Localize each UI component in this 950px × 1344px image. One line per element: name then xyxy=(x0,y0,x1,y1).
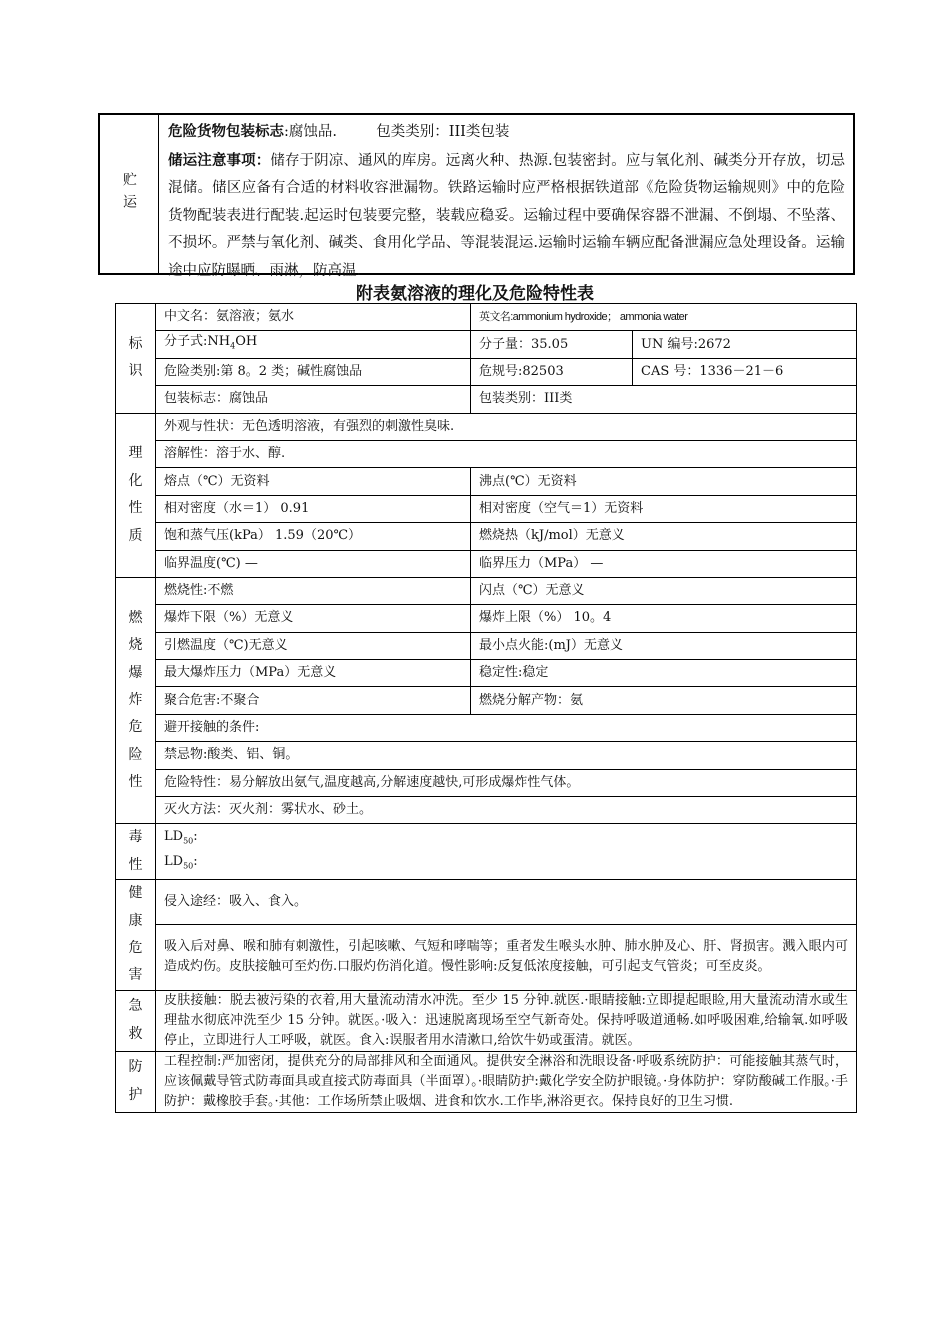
storage-section-label: 贮运 xyxy=(100,115,159,273)
stability-cell: 稳定性:稳定 xyxy=(471,660,857,687)
boiling-point-cell: 沸点(℃）无资料 xyxy=(471,468,857,495)
flash-point-cell: 闪点（℃）无意义 xyxy=(471,577,857,604)
storage-body xyxy=(158,115,853,279)
health-hazard-cell: 吸入后对鼻、喉和肺有刺激性，引起咳嗽、气短和哮喘等；重者发生喉头水肿、肺水肿及心、肝、肾损害。溅入眼内可造成灼伤。皮肤接触可至灼伤.口服灼伤消化道。慢性影响:反复低浓度接触，可引起支气管炎；可至皮炎。 xyxy=(156,924,857,990)
section-protection: 防护 xyxy=(116,1051,156,1112)
table-row xyxy=(116,1051,857,1112)
table-row xyxy=(116,550,857,577)
density-air-cell: 相对密度（空气＝1）无资料 xyxy=(471,495,857,522)
table-row xyxy=(116,632,857,659)
table-row xyxy=(116,714,857,741)
formula-cell: 分子式$:NH_4OH$ xyxy=(156,331,471,358)
section-physchem: 理化性质 xyxy=(116,413,156,577)
package-class-cell: 包装类别：III类 xyxy=(471,386,857,413)
avoid-conditions-cell: 避开接触的条件: xyxy=(156,714,857,741)
storage-notes-label: 储运注意事项： xyxy=(168,151,271,169)
flammability-cell: 燃烧性:不燃 xyxy=(156,577,471,604)
table-row xyxy=(116,304,857,331)
un-number-cell: UN 编号:2672 xyxy=(633,331,857,358)
solubility-cell: 溶解性：溶于水、醇. xyxy=(156,440,857,467)
package-mark-value: :腐蚀品. xyxy=(284,124,337,140)
critical-temp-cell: 临界温度(℃) — xyxy=(156,550,471,577)
firstaid-cell: 皮肤接触：脱去被污染的衣着,用大量流动清水冲洗。至少 15 分钟.就医.·眼睛接触:立即提起眼睑,用大量流动清水或生理盐水彻底冲洗至少 15 分钟。就医。·吸入：迅速脱离现场至空气新奇处。保持呼吸道通畅.如呼吸困难,给输氧.如呼吸停止，立即进行人工呼吸，就医。食入:误服者用水清漱口,给饮牛奶或蛋清。就医。 xyxy=(156,990,857,1051)
min-ignition-energy-cell: 最小点火能:(mJ）无意义 xyxy=(471,632,857,659)
section-health: 健康危害 xyxy=(116,880,156,991)
table-row xyxy=(116,769,857,796)
max-pressure-cell: 最大爆炸压力（MPa）无意义 xyxy=(156,660,471,687)
table-row xyxy=(116,742,857,769)
table-row xyxy=(116,880,857,924)
extinguish-cell: 灭火方法：灭火剂：雾状水、砂土。 xyxy=(156,797,857,824)
hazard-number-cell: 危规号:82503 xyxy=(471,358,633,385)
table-row xyxy=(116,468,857,495)
package-mark-label: 危险货物包装标志 xyxy=(168,123,284,140)
density-water-cell: 相对密度（水＝1） 0.91 xyxy=(156,495,471,522)
table-row xyxy=(116,660,857,687)
ld50-line: $LD_{50}$: xyxy=(164,829,198,846)
table-row xyxy=(116,386,857,413)
route-cell: 侵入途经：吸入、食入。 xyxy=(156,880,857,924)
table-row xyxy=(116,331,857,358)
table-row xyxy=(116,797,857,824)
cas-number-cell: CAS 号：1336－21－6 xyxy=(633,358,857,385)
table-row xyxy=(116,413,857,440)
hazard-characteristics-cell: 危险特性：易分解放出氨气,温度越高,分解速度越快,可形成爆炸性气体。 xyxy=(156,769,857,796)
table-row xyxy=(116,523,857,550)
lower-limit-cell: 爆炸下限（%）无意义 xyxy=(156,605,471,632)
toxicity-cell xyxy=(156,824,857,880)
upper-limit-cell: 爆炸上限（%） 10。4 xyxy=(471,605,857,632)
table-row xyxy=(116,924,857,990)
table-row xyxy=(116,605,857,632)
combustion-heat-cell: 燃烧热（kJ/mol）无意义 xyxy=(471,523,857,550)
section-firstaid: 急救 xyxy=(116,990,156,1051)
storage-notes xyxy=(168,147,845,286)
critical-pressure-cell: 临界压力（MPa） — xyxy=(471,550,857,577)
ignition-temp-cell: 引燃温度（℃)无意义 xyxy=(156,632,471,659)
hazard-class-cell: 危险类别:第 8。2 类；碱性腐蚀品 xyxy=(156,358,471,385)
polymerization-cell: 聚合危害:不聚合 xyxy=(156,687,471,714)
en-name-cell: 英文名:ammonium hydroxide； ammonia water xyxy=(471,304,857,331)
table-row xyxy=(116,990,857,1051)
table-row xyxy=(116,440,857,467)
protection-cell: 工程控制:严加密闭，提供充分的局部排风和全面通风。提供安全淋浴和洗眼设备·呼吸系统防护：可能接触其蒸气时，应该佩戴导管式防毒面具或直接式防毒面具（半面罩）。·眼睛防护:戴化学安全防护眼镜。·身体防护：穿防酸碱工作服。·手防护：戴橡胶手套。·其他：工作场所禁止吸烟、进食和饮水.工作毕,淋浴更衣。保持良好的卫生习惯. xyxy=(156,1051,857,1112)
appearance-cell: 外观与性状：无色透明溶液，有强烈的刺激性臭味. xyxy=(156,413,857,440)
table-row xyxy=(116,577,857,604)
vapor-pressure-cell: 饱和蒸气压(kPa） 1.59（20℃） xyxy=(156,523,471,550)
table-row xyxy=(116,495,857,522)
section-identity: 标识 xyxy=(116,304,156,414)
incompatible-cell: 禁忌物:酸类、铝、铜。 xyxy=(156,742,857,769)
cn-name-cell: 中文名：氨溶液；氨水 xyxy=(156,304,471,331)
decomposition-cell: 燃烧分解产物：氨 xyxy=(471,687,857,714)
table-row xyxy=(116,358,857,385)
storage-notes-text: 储存于阴凉、通风的库房。远离火种、热源.包装密封。应与氧化剂、碱类分开存放，切忌混储。储区应备有合适的材料收容泄漏物。铁路运输时应严格根据铁道部《危险货物运输规则》中的危险货物配装表进行配装.起运时包装要完整，装载应稳妥。运输过程中要确保容器不泄漏、不倒塌、不坠落、不损坏。严禁与氧化剂、碱类、食用化学品、等混装混运.运输时运输车辆应配备泄漏应急处理设备。运输途中应防曝晒、雨淋，防高温. xyxy=(168,152,846,279)
table-row xyxy=(116,824,857,880)
package-mark-cell: 包装标志：腐蚀品 xyxy=(156,386,471,413)
package-line xyxy=(168,118,845,147)
ld50-line-2: $LD_{50}$: xyxy=(164,853,198,871)
section-toxicity: 毒性 xyxy=(116,824,156,880)
section-fire: 燃烧爆炸危险性 xyxy=(116,577,156,824)
properties-table xyxy=(115,303,857,1113)
molecular-weight-cell: 分子量：35.05 xyxy=(471,331,633,358)
table-title: 附表氨溶液的理化及危险特性表 xyxy=(356,284,594,304)
package-class: 包类类别：III类包装 xyxy=(376,124,510,140)
storage-block xyxy=(98,113,855,279)
melting-point-cell: 熔点（℃）无资料 xyxy=(156,468,471,495)
table-row xyxy=(116,687,857,714)
